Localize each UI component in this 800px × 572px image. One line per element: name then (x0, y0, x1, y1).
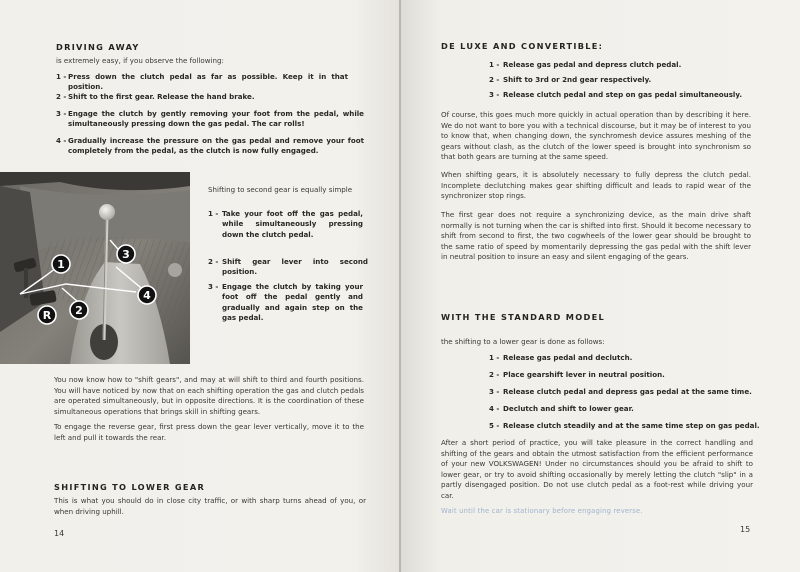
driving-away-step: 3 - Engage the clutch by gently removing your foot from the pedal, while simultaneously pressing down the gas pedal. The car rolls! (56, 109, 364, 129)
callout-3 (117, 245, 135, 263)
driving-away-step: 2 - Shift to the first gear. Release the hand brake. (56, 92, 255, 101)
declutching-paragraph: When shifting gears, it is absolutely necessary to fully depress the clutch pedal. Incomplete declutching makes gear shifting difficult and leads to rapid wear of the synchronizer stop rings. (441, 170, 751, 201)
deluxe-step: 3 - Release clutch pedal and step on gas pedal simultaneously. (489, 90, 743, 99)
left-page (0, 0, 399, 572)
driving-away-intro: is extremely easy, if you observe the following: (56, 56, 224, 65)
page-number-right: 15 (740, 525, 751, 534)
page-number-left: 14 (54, 529, 65, 538)
second-gear-step: 3 - Engage the clutch by taking your foot off the pedal gently and gradually and again step on the gas pedal. (208, 282, 363, 323)
standard-model-heading: WITH THE STANDARD MODEL (441, 312, 605, 322)
lower-gear-paragraph: This is what you should do in close city traffic, or with sharp turns ahead of you, or when driving uphill. (54, 496, 366, 516)
practice-paragraph: After a short period of practice, you will take pleasure in the correct handling and shifting of the gears and obtain the utmost satisfaction from the efficient performance of your new VOLKSWAGEN! Under no circumstances should you be afraid to shift to lower gear, or try to avoid shifting occasionally by merely letting the clutch "slip" in a partly disengaged position. Do not use clutch pedal as a foot-rest while driving your car. (441, 438, 753, 500)
callout-1 (52, 255, 70, 273)
footwell-photo (0, 172, 190, 364)
standard-model-intro: the shifting to a lower gear is done as follows: (441, 337, 605, 346)
driving-away-step: 4 - Gradually increase the pressure on the gas pedal and remove your foot completely from the pedal, as the clutch is now fully engaged. (56, 136, 364, 156)
callout-r (38, 306, 56, 324)
reverse-paragraph: To engage the reverse gear, first press down the gear lever vertically, move it to the left and pull it towards the rear. (54, 422, 364, 442)
svg-text:4: 4 (143, 289, 151, 302)
deluxe-step: 2 - Shift to 3rd or 2nd gear respectively. (489, 75, 652, 84)
right-page (401, 0, 800, 572)
standard-step: 1 - Release gas pedal and declutch. (489, 353, 633, 362)
svg-text:2: 2 (75, 304, 83, 317)
standard-step: 5 - Release clutch steadily and at the same time step on gas pedal. (489, 421, 760, 430)
deluxe-heading: DE LUXE AND CONVERTIBLE: (441, 41, 604, 51)
standard-step: 3 - Release clutch pedal and depress gas pedal at the same time. (489, 387, 752, 396)
svg-text:3: 3 (122, 248, 130, 261)
driving-away-heading: DRIVING AWAY (56, 42, 140, 52)
synchromesh-paragraph: Of course, this goes much more quickly in actual operation than by describing it here. We do not want to bore you with a technical discourse, but it may be of interest to you to know that, when changing down, the synchromesh device assures meshing of the gears without clash, as the clutch of the lower speed is brought into synchronism so that both gears are turning at the same speed. (441, 110, 751, 162)
svg-text:1: 1 (57, 258, 65, 271)
second-gear-step: 2 - Shift gear lever into second position. (208, 257, 368, 277)
callout-2 (70, 301, 88, 319)
first-gear-paragraph: The first gear does not require a synchronizing device, as the main drive shaft normally is not turning when the car is shifted into first. Should it become necessary to shift from second to first, the two cogwheels of the lower gear should be brought to the same ratio of speed by momentarily depressing the gas pedal with the shift lever in neutral position to insure an easy and silent engaging of the gears. (441, 210, 751, 262)
reverse-note: Wait until the car is stationary before engaging reverse. (441, 507, 643, 515)
standard-step: 2 - Place gearshift lever in neutral position. (489, 370, 665, 379)
shift-gears-paragraph: You now know how to "shift gears", and may at will shift to third and fourth positions. You will have noticed by now that on each shifting operation the gas and clutch pedals are operated simultaneously, but in opposite directions. It is the coordination of these simultaneous operations that brings skill in shifting gears. (54, 375, 364, 416)
second-gear-step: 1 - Take your foot off the gas pedal, while simultaneously pressing down the clutch pedal. (208, 209, 363, 239)
standard-step: 4 - Declutch and shift to lower gear. (489, 404, 634, 413)
svg-text:R: R (42, 309, 52, 322)
second-gear-intro: Shifting to second gear is equally simple (208, 185, 353, 194)
deluxe-step: 1 - Release gas pedal and depress clutch pedal. (489, 60, 682, 69)
callout-4 (138, 286, 156, 304)
driving-away-step: 1 - Press down the clutch pedal as far as possible. Keep it in that position. (56, 72, 348, 92)
lower-gear-heading: SHIFTING TO LOWER GEAR (54, 482, 206, 492)
